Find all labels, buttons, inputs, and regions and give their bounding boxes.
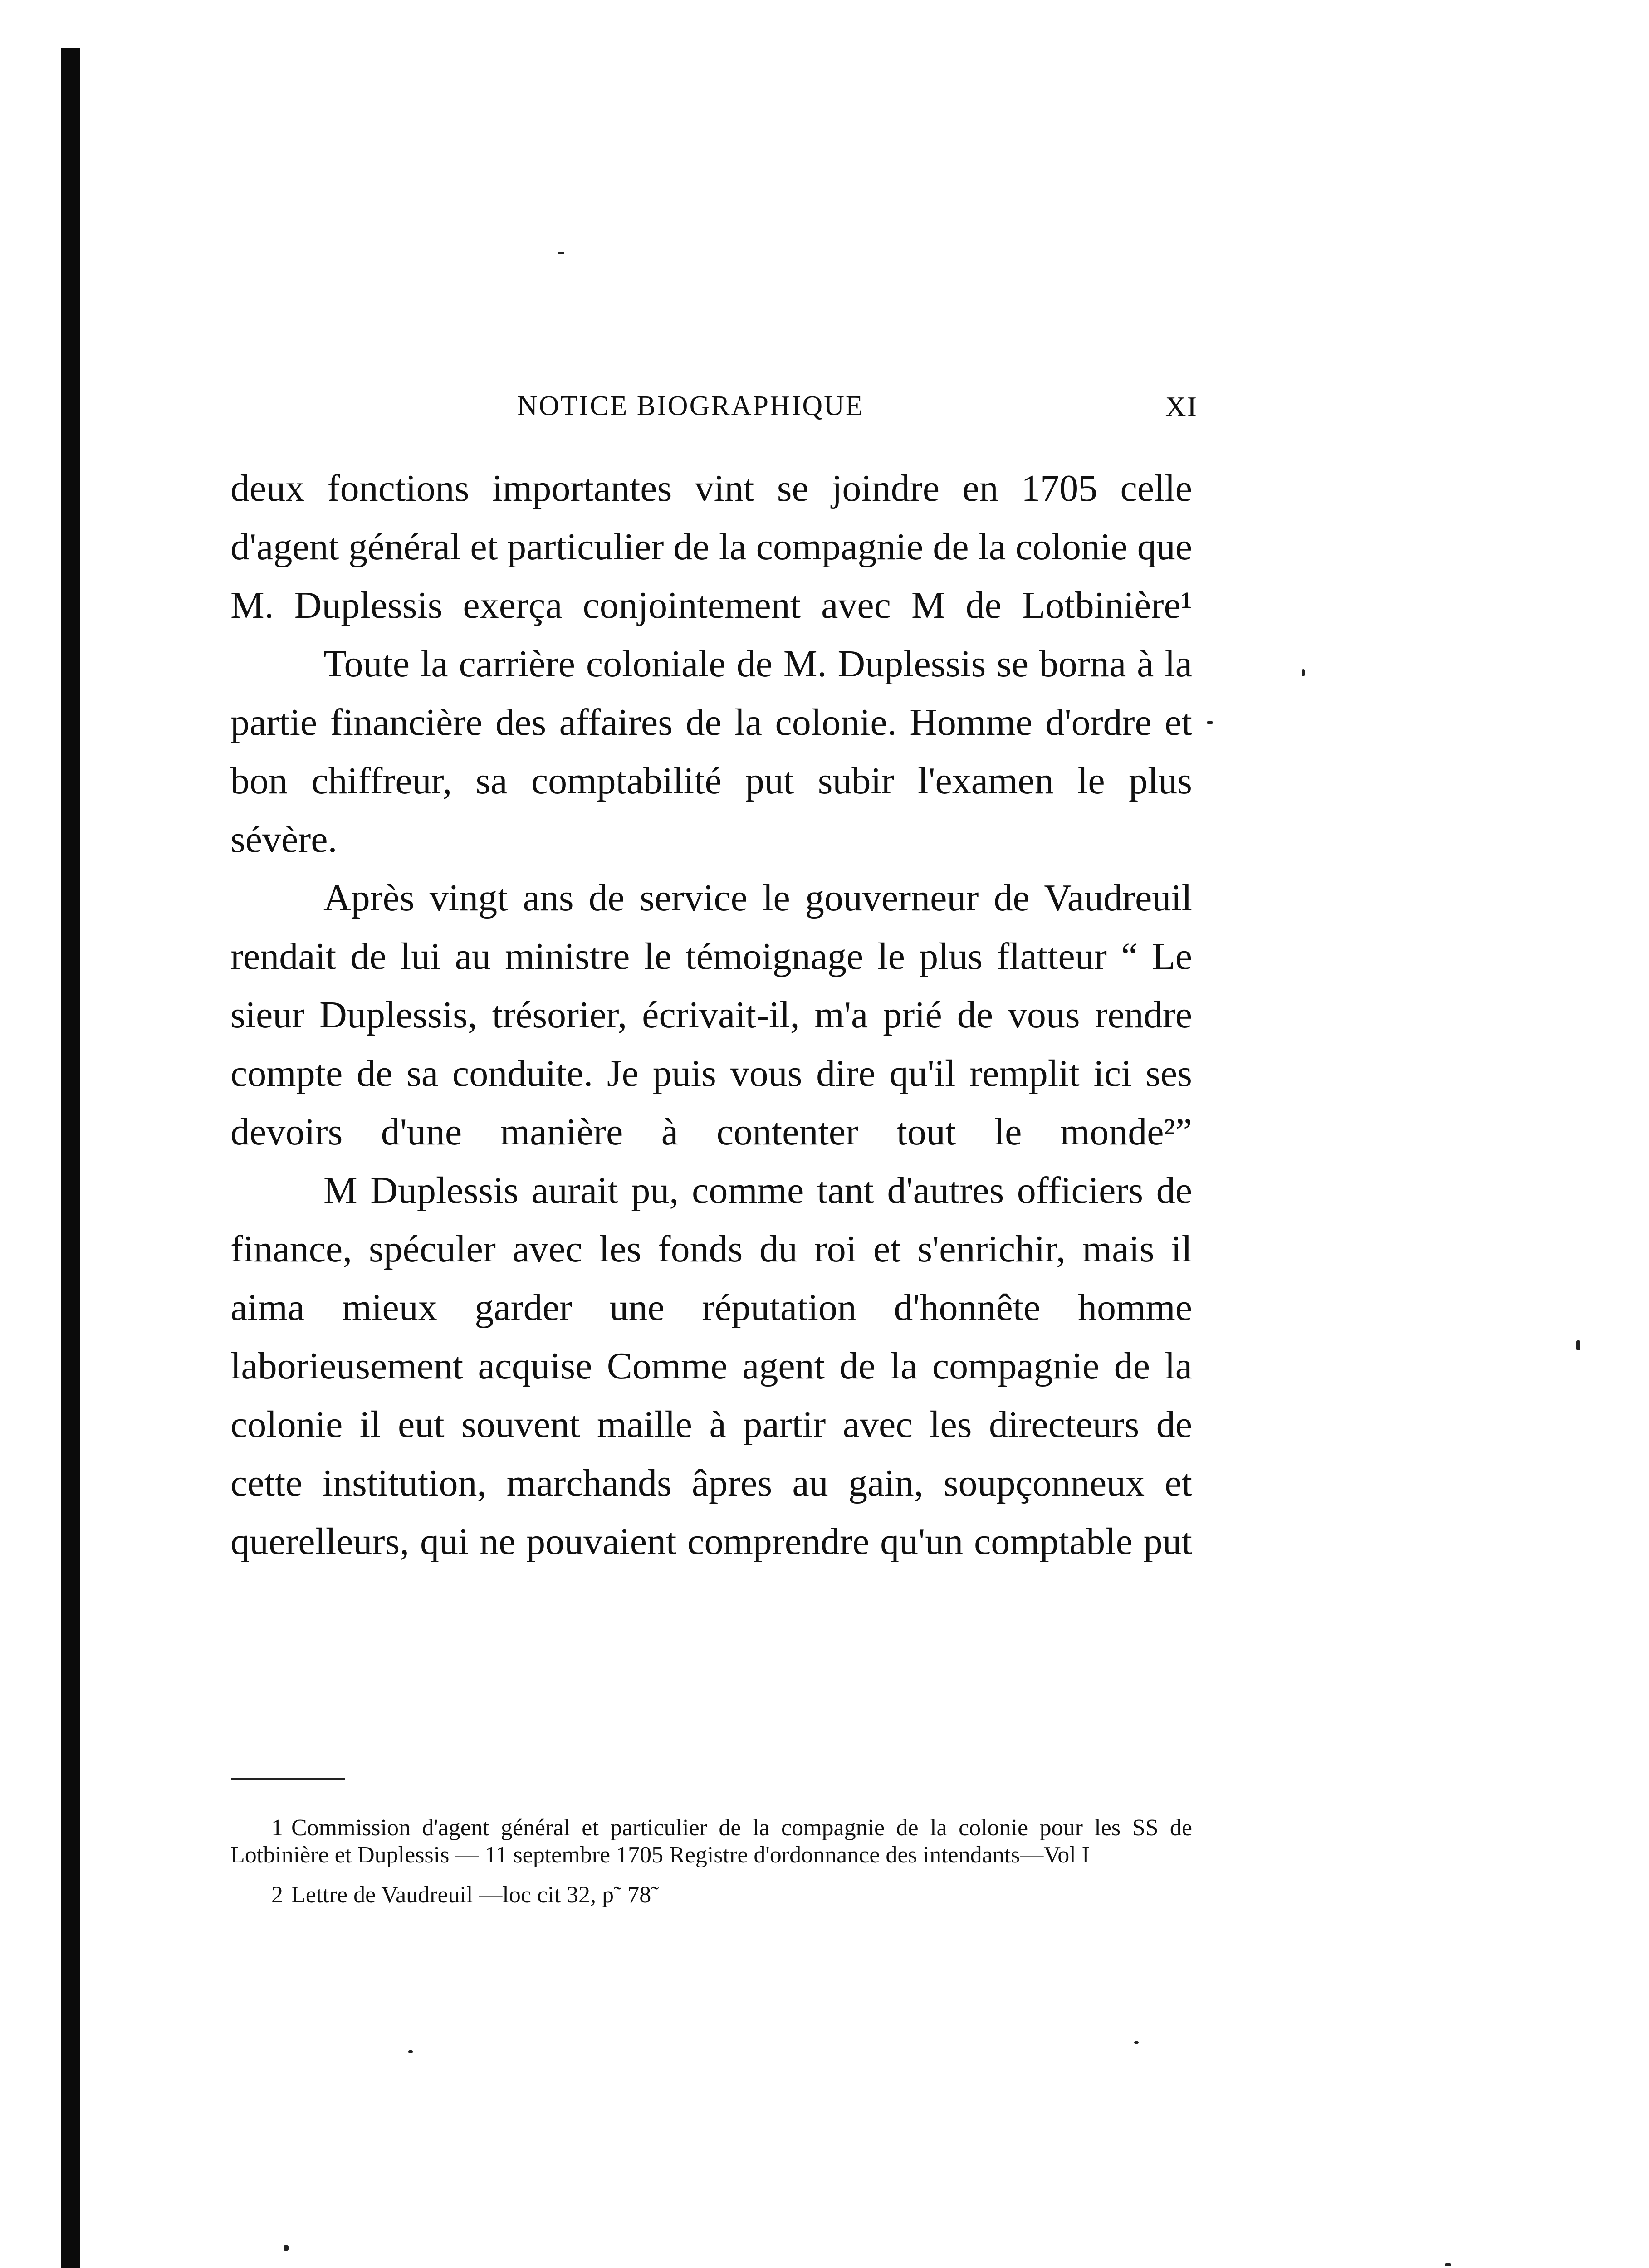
scan-speck (1134, 2041, 1139, 2044)
footnote-text: Commission d'agent général et particulier de la compagnie de la colonie pour les SS de Lotbinière et Duplessis — 11 septembre 1705 Registre d'ordonnance des intendants—Vol I (230, 1815, 1192, 1868)
scan-speck (558, 252, 564, 254)
scan-speck (1445, 2263, 1451, 2266)
footnote-2 (230, 1882, 1192, 1909)
footnote-number: 1 (271, 1815, 283, 1841)
scan-speck (284, 2245, 289, 2251)
footnotes (230, 1814, 1192, 1921)
paragraph-4: M Duplessis aurait pu, comme tant d'autres officiers de finance, spéculer avec les fonds du roi et s'enrichir, mais il aima mieux garder une réputation d'honnête homme laborieusement acquise Comme agent de la compagnie de la colonie il eut souvent maille à partir avec les directeurs de cette institution, marchands âpres au gain, soupçonneux et querelleurs, qui ne pouvaient comprendre qu'un comptable put (230, 1169, 1192, 1563)
paragraph-2: Toute la carrière coloniale de M. Duplessis se borna à la partie financière des affaires de la colonie. Homme d'ordre et bon chiffreur, sa comptabilité put subir l'examen le plus sévère. (230, 643, 1192, 860)
scan-speck (1302, 669, 1305, 676)
scan-speck (1576, 1340, 1580, 1350)
footnote-separator (231, 1778, 345, 1780)
footnote-1 (230, 1814, 1192, 1869)
page-number: XI (1165, 391, 1198, 423)
scan-speck (408, 2050, 413, 2053)
paragraph-3: Après vingt ans de service le gouverneur de Vaudreuil rendait de lui au ministre le témoignage le plus flatteur “ Le sieur Duplessis, trésorier, écrivait-il, m'a prié de vous rendre compte de sa conduite. Je puis vous dire qu'il remplit ici ses devoirs d'une manière à contenter tout le monde²” (230, 877, 1192, 1153)
footnote-number: 2 (271, 1882, 283, 1908)
running-head: NOTICE BIOGRAPHIQUE (517, 391, 864, 421)
scan-speck (1207, 721, 1213, 724)
paragraph-1: deux fonctions importantes vint se joindre en 1705 celle d'agent général et particulier de la compagnie de la colonie que M. Duplessis exerça conjointement avec M de Lotbinière¹ (230, 467, 1192, 626)
scan-binding-edge (61, 48, 80, 2268)
footnote-text: Lettre de Vaudreuil —loc cit 32, p˜ 78˜ (291, 1882, 659, 1908)
main-text (230, 459, 1192, 1571)
